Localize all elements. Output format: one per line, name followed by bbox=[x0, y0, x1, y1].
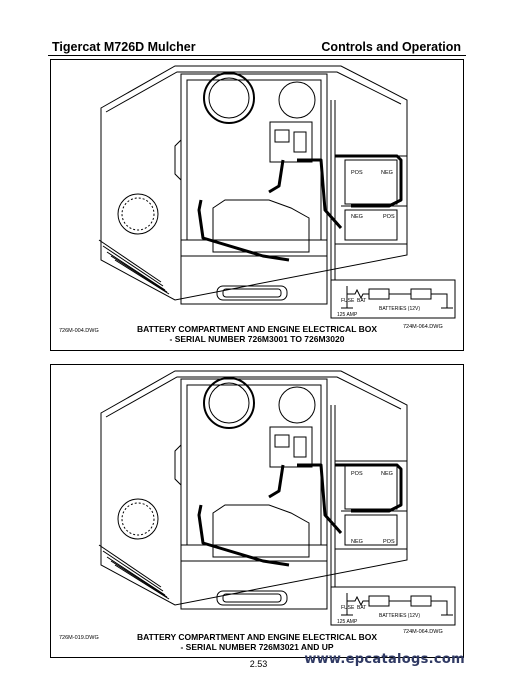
bat-label: BAT bbox=[357, 605, 367, 611]
caption-line-1: BATTERY COMPARTMENT AND ENGINE ELECTRICAL BOX bbox=[136, 324, 378, 334]
pos-top-label: POS bbox=[351, 170, 363, 176]
caption-line-2: - SERIAL NUMBER 726M3001 TO 726M3020 bbox=[169, 334, 345, 344]
bat-label: BAT bbox=[357, 298, 367, 304]
drawing-id: 726M-004.DWG bbox=[59, 328, 99, 334]
pos-top-label: POS bbox=[351, 471, 363, 477]
figure-battery-compartment-later bbox=[50, 364, 464, 658]
neg-top-label: NEG bbox=[381, 471, 393, 477]
batteries-label: BATTERIES (12V) bbox=[379, 613, 421, 619]
neg-top-label: NEG bbox=[381, 170, 393, 176]
fuse-label: FUSE bbox=[341, 605, 355, 611]
battery-compartment-drawing bbox=[51, 60, 463, 334]
fuse-label: FUSE bbox=[341, 298, 355, 304]
header-rule bbox=[48, 55, 466, 56]
drawing-id: 726M-019.DWG bbox=[59, 635, 99, 641]
document-title: Tigercat M726D Mulcher bbox=[52, 40, 196, 54]
pos-bottom-label: POS bbox=[383, 214, 395, 220]
page-number: 2.53 bbox=[249, 659, 268, 669]
amp-rating-label: 125 AMP bbox=[337, 312, 358, 318]
section-title: Controls and Operation bbox=[321, 40, 461, 54]
watermark: www.epcatalogs.com bbox=[304, 652, 465, 667]
caption-line-2: - SERIAL NUMBER 726M3021 AND UP bbox=[180, 642, 334, 652]
pos-bottom-label: POS bbox=[383, 539, 395, 545]
figure-caption bbox=[51, 632, 463, 652]
inset-drawing-id: 724M-064.DWG bbox=[403, 324, 443, 330]
wiring-schematic-inset bbox=[331, 280, 455, 318]
neg-bottom-label: NEG bbox=[351, 539, 363, 545]
neg-bottom-label: NEG bbox=[351, 214, 363, 220]
caption-line-1: BATTERY COMPARTMENT AND ENGINE ELECTRICAL BOX bbox=[136, 632, 378, 642]
figure-caption bbox=[51, 324, 463, 344]
figure-battery-compartment-early bbox=[50, 59, 464, 351]
amp-rating-label: 125 AMP bbox=[337, 619, 358, 625]
inset-drawing-id: 724M-064.DWG bbox=[403, 629, 443, 635]
batteries-label: BATTERIES (12V) bbox=[379, 306, 421, 312]
wiring-schematic-inset bbox=[331, 587, 455, 625]
